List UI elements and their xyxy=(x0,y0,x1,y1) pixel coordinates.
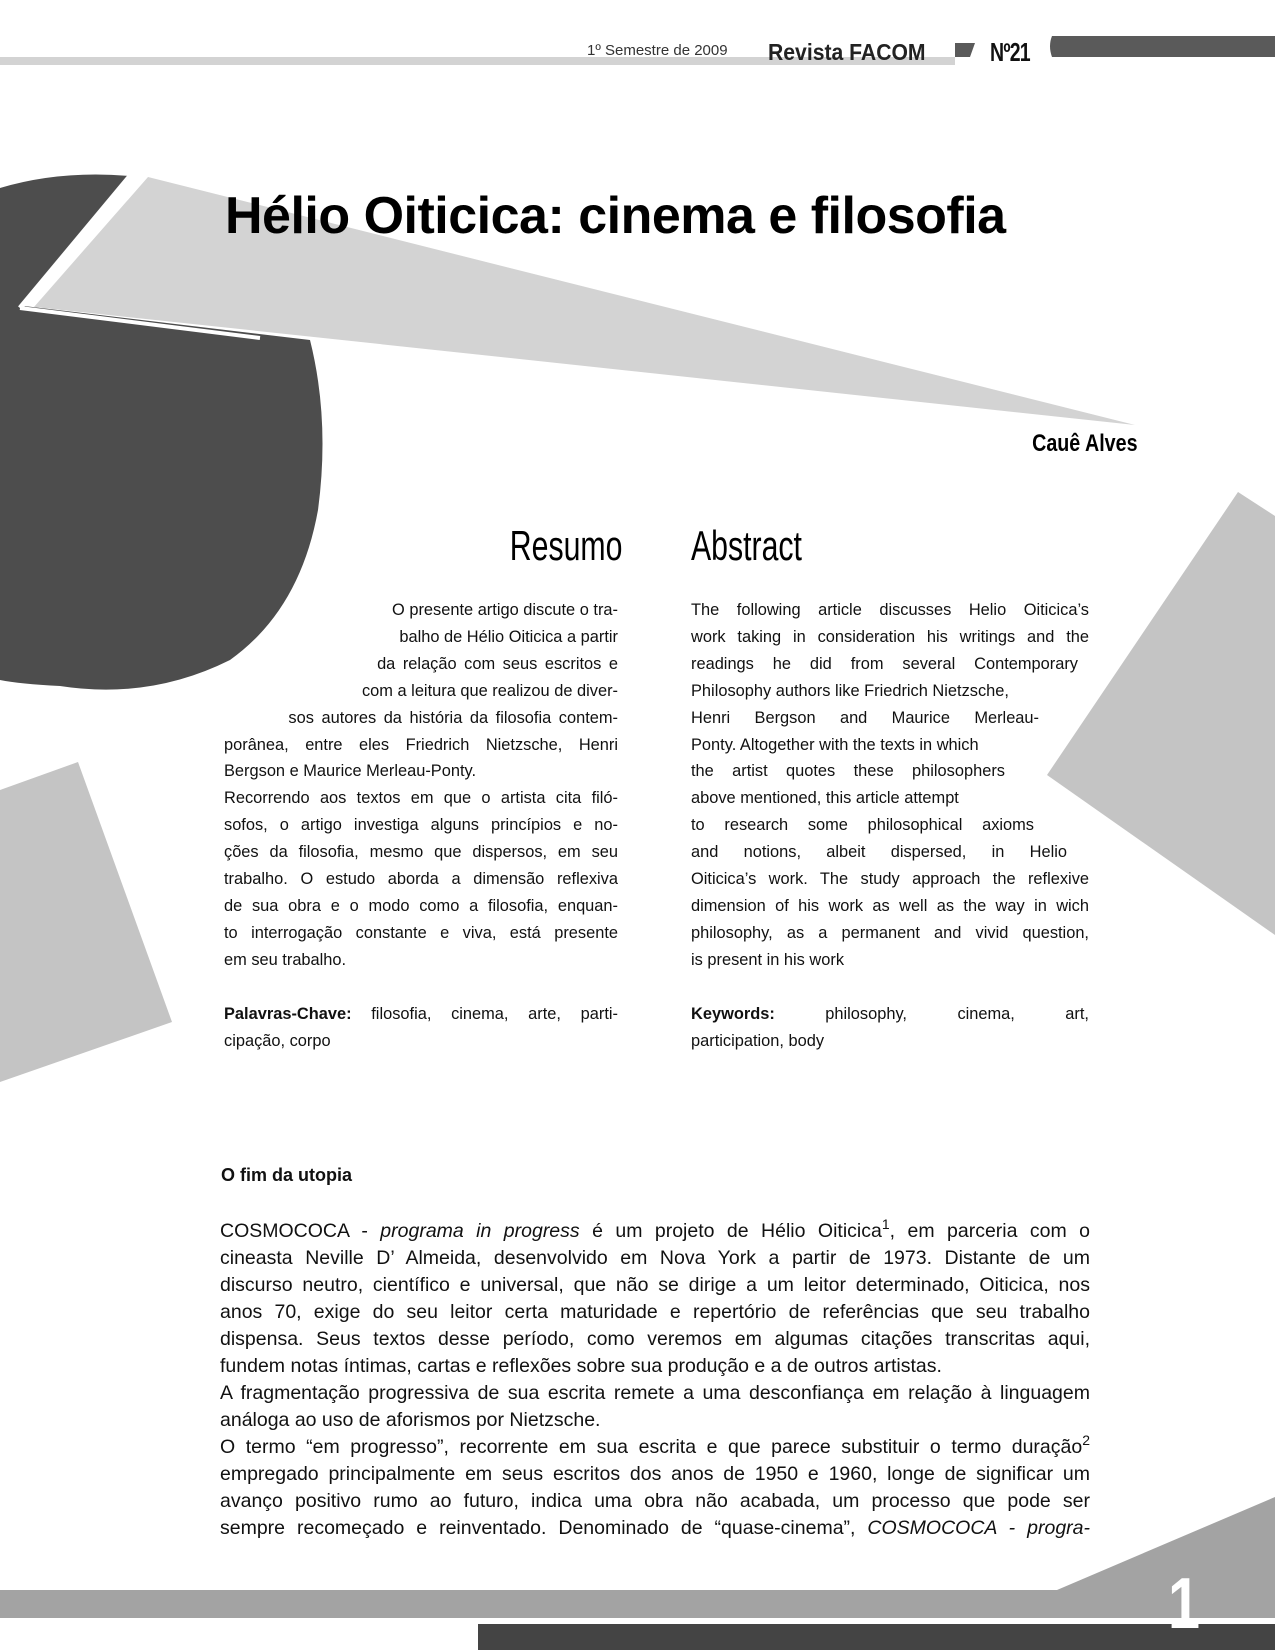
resumo-keywords-label: Palavras-Chave: xyxy=(224,1004,352,1023)
body-line xyxy=(220,1434,1090,1461)
body-line xyxy=(220,1218,1090,1245)
body-line xyxy=(220,1515,1090,1542)
abstract-line: the artist quotes these philosophers xyxy=(691,762,1005,781)
resumo-line: ções da filosofia, mesmo que dispersos, em seu xyxy=(224,843,618,862)
resumo-line: em seu trabalho. xyxy=(224,950,347,969)
abstract-line: above mentioned, this article attempt xyxy=(691,789,959,808)
body-line: análoga ao uso de aforismos por Nietzsche. xyxy=(220,1409,601,1431)
header-dark-bar-right xyxy=(1050,36,1275,57)
resumo-heading: Resumo xyxy=(509,522,622,569)
body-line: cineasta Neville D’ Almeida, desenvolvido em Nova York a partir de 1973. Distante de um xyxy=(220,1247,1090,1269)
resumo-line: to interrogação constante e viva, está presente xyxy=(224,923,618,942)
resumo-line: Bergson e Maurice Merleau-Ponty. xyxy=(224,762,477,781)
body-line-start: COSMOCOCA - xyxy=(220,1220,381,1242)
abstract-line: and notions, albeit dispersed, in Helio xyxy=(691,843,1067,862)
header-issue-number: Nº21 xyxy=(990,37,1030,67)
left-gray-quad xyxy=(0,762,172,1082)
resumo-line: porânea, entre eles Friedrich Nietzsche, Henri xyxy=(224,735,618,754)
resumo-line: sos autores da história da filosofia contem- xyxy=(288,708,618,727)
resumo-line: de sua obra e o modo como a filosofia, enquan- xyxy=(224,896,618,915)
abstract-line: The following article discusses Helio Oiticica’s xyxy=(691,601,1089,619)
abstract-line: Henri Bergson and Maurice Merleau- xyxy=(691,708,1039,727)
header-semester: 1º Semestre de 2009 xyxy=(587,42,728,59)
abstract-keywords xyxy=(691,1001,1089,1055)
resumo-line: trabalho. O estudo aborda a dimensão reflexiva xyxy=(224,870,618,889)
body-italic-phrase: programa in progress xyxy=(380,1220,580,1242)
abstract-text xyxy=(691,597,1089,1055)
body-line: fundem notas íntimas, cartas e reflexões sobre sua produção e a de outros artistas. xyxy=(220,1355,942,1377)
resumo-line: sofos, o artigo investiga alguns princípios e no- xyxy=(224,816,618,835)
article-author: Cauê Alves xyxy=(1032,430,1138,457)
resumo-line: O presente artigo discute o tra- xyxy=(392,601,618,619)
abstract-line: Oiticica’s work. The study approach the reflexive xyxy=(691,870,1089,889)
abstract-line: philosophy, as a permanent and vivid question, xyxy=(691,923,1089,942)
body-line-end: , em parceria com o xyxy=(889,1220,1090,1242)
abstract-keywords-value: philosophy, cinema, art, xyxy=(774,1004,1089,1023)
abstract-line: Ponty. Altogether with the texts in which xyxy=(691,735,979,754)
body-line-mid: é um projeto de Hélio Oiticica xyxy=(579,1220,882,1242)
body-line: avanço positivo rumo ao futuro, indica uma obra não acabada, um processo que pode ser xyxy=(220,1490,1090,1512)
section-heading: O fim da utopia xyxy=(221,1165,353,1185)
footer-dark-bar xyxy=(478,1624,1275,1650)
body-line: A fragmentação progressiva de sua escrita remete a uma desconfiança em relação à linguagem xyxy=(220,1382,1090,1404)
abstract-line: work taking in consideration his writings and the xyxy=(691,627,1089,646)
body-italic-phrase: COSMOCOCA - progra- xyxy=(867,1517,1090,1539)
resumo-line: balho de Hélio Oiticica a partir xyxy=(399,627,618,646)
body-line: discurso neutro, científico e universal, que não se dirige a um leitor determinado, Oiticica, nos xyxy=(220,1274,1090,1296)
header-dark-tab-left xyxy=(955,43,975,57)
body-line-text: O termo “em progresso”, recorrente em sua escrita e que parece substituir o termo duração xyxy=(220,1436,1083,1458)
body-line: empregado principalmente em seus escritos dos anos de 1950 e 1960, longe de significar um xyxy=(220,1463,1090,1485)
resumo-text xyxy=(224,597,618,1055)
body-line: dispensa. Seus textos desse período, como veremos em algumas citações transcritas aqui, xyxy=(220,1328,1090,1350)
page-number: 1 xyxy=(1168,1564,1201,1644)
body-line: anos 70, exige do seu leitor certa maturidade e repertório de referências que seu trabalho xyxy=(220,1301,1090,1323)
article-title: Hélio Oiticica: cinema e filosofia xyxy=(225,187,1006,245)
abstract-keywords-label: Keywords: xyxy=(691,1004,775,1023)
footnote-marker-2[interactable]: 2 xyxy=(1082,1432,1090,1448)
header-journal-name: Revista FACOM xyxy=(768,39,926,65)
resumo-line: da relação com seus escritos e xyxy=(377,654,618,673)
abstract-line: Philosophy authors like Friedrich Nietzsche, xyxy=(691,681,1009,700)
abstract-keywords-value-cont: participation, body xyxy=(691,1031,825,1050)
abstract-line: readings he did from several Contemporary xyxy=(691,654,1078,673)
body-line-text: sempre recomeçado e reinventado. Denominado de “quase-cinema”, xyxy=(220,1517,868,1539)
resumo-keywords-value: filosofia, cinema, arte, parti- xyxy=(351,1004,618,1023)
footnote-marker-1[interactable]: 1 xyxy=(881,1216,890,1232)
abstract-line: is present in his work xyxy=(691,950,845,969)
resumo-keywords xyxy=(224,1001,618,1055)
abstract-line: to research some philosophical axioms xyxy=(691,816,1034,835)
resumo-line: com a leitura que realizou de diver- xyxy=(361,681,618,700)
abstract-line: dimension of his work as well as the way in wich xyxy=(691,896,1089,915)
body-text xyxy=(220,1218,1090,1542)
resumo-keywords-value-cont: cipação, corpo xyxy=(224,1031,331,1050)
abstract-heading: Abstract xyxy=(691,522,802,569)
resumo-line: Recorrendo aos textos em que o artista cita filó- xyxy=(224,789,618,808)
